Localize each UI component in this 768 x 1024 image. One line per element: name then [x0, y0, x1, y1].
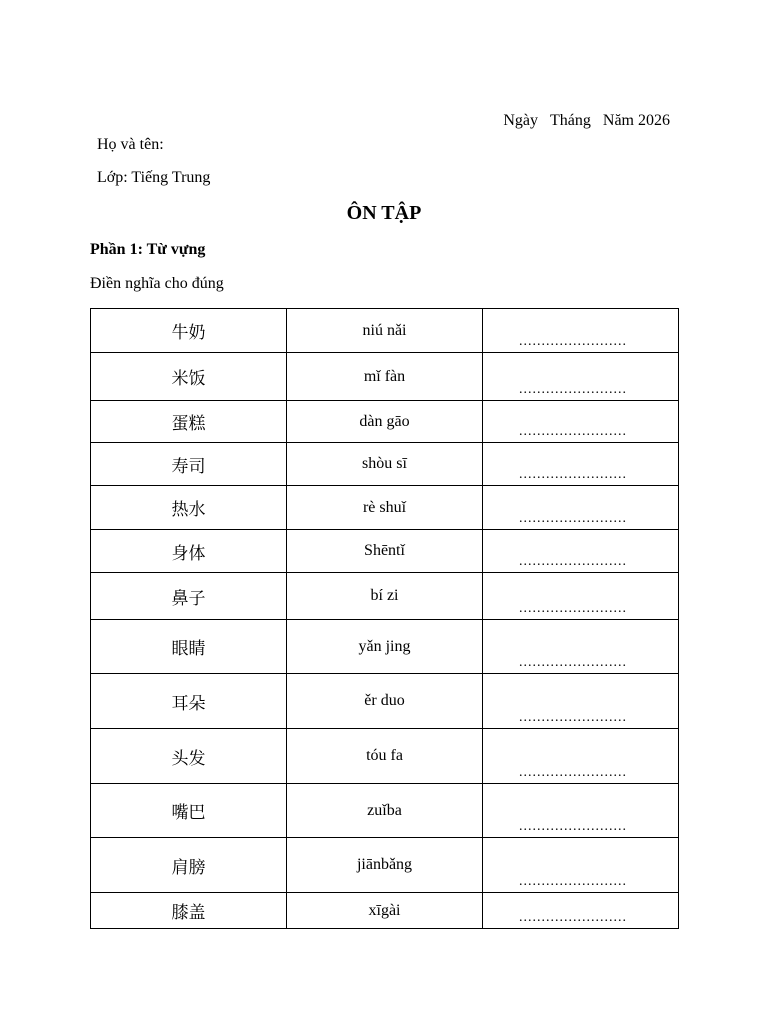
table-row — [91, 443, 679, 486]
pinyin-cell: shòu sī — [287, 443, 483, 486]
date-line — [503, 112, 670, 130]
pinyin-cell: tóu fa — [287, 729, 483, 784]
answer-blank[interactable]: ........................ — [483, 309, 679, 353]
pinyin-cell: dàn gāo — [287, 401, 483, 443]
table-row — [91, 893, 679, 929]
table-row — [91, 353, 679, 401]
table-row — [91, 838, 679, 893]
table-row — [91, 486, 679, 530]
year-label: Năm 2026 — [602, 112, 670, 129]
hanzi-cell: 牛奶 — [91, 309, 287, 353]
table-row — [91, 573, 679, 620]
answer-blank[interactable]: ........................ — [483, 486, 679, 530]
answer-blank[interactable]: ........................ — [483, 353, 679, 401]
vocab-table — [90, 308, 679, 929]
answer-blank[interactable]: ........................ — [483, 838, 679, 893]
pinyin-cell: xīgài — [287, 893, 483, 929]
hanzi-cell: 鼻子 — [91, 573, 287, 620]
hanzi-cell: 肩膀 — [91, 838, 287, 893]
hanzi-cell: 耳朵 — [91, 674, 287, 729]
table-row — [91, 401, 679, 443]
month-label: Tháng — [550, 112, 591, 129]
day-label: Ngày — [503, 112, 539, 129]
pinyin-cell: bí zi — [287, 573, 483, 620]
table-row — [91, 620, 679, 674]
hanzi-cell: 膝盖 — [91, 893, 287, 929]
table-row — [91, 674, 679, 729]
hanzi-cell: 嘴巴 — [91, 784, 287, 838]
answer-blank[interactable]: ........................ — [483, 674, 679, 729]
table-row — [91, 309, 679, 353]
pinyin-cell: ěr duo — [287, 674, 483, 729]
pinyin-cell: Shēntǐ — [287, 530, 483, 573]
page-title: ÔN TẬP — [346, 202, 422, 224]
table-row — [91, 530, 679, 573]
pinyin-cell: jiānbǎng — [287, 838, 483, 893]
answer-blank[interactable]: ........................ — [483, 784, 679, 838]
table-row — [91, 729, 679, 784]
hanzi-cell: 头发 — [91, 729, 287, 784]
answer-blank[interactable]: ........................ — [483, 729, 679, 784]
pinyin-cell: rè shuǐ — [287, 486, 483, 530]
answer-blank[interactable]: ........................ — [483, 443, 679, 486]
pinyin-cell: yǎn jing — [287, 620, 483, 674]
answer-blank[interactable]: ........................ — [483, 401, 679, 443]
answer-blank[interactable]: ........................ — [483, 530, 679, 573]
answer-blank[interactable]: ........................ — [483, 620, 679, 674]
hanzi-cell: 蛋糕 — [91, 401, 287, 443]
class-label: Lớp: Tiếng Trung — [97, 169, 211, 186]
pinyin-cell: mǐ fàn — [287, 353, 483, 401]
section-heading: Phần 1: Từ vựng — [90, 241, 206, 258]
answer-blank[interactable]: ........................ — [483, 893, 679, 929]
student-name-label: Họ và tên: — [97, 136, 164, 153]
answer-blank[interactable]: ........................ — [483, 573, 679, 620]
section-instruction: Điền nghĩa cho đúng — [90, 275, 224, 292]
pinyin-cell: zuǐba — [287, 784, 483, 838]
pinyin-cell: niú nǎi — [287, 309, 483, 353]
hanzi-cell: 眼睛 — [91, 620, 287, 674]
hanzi-cell: 寿司 — [91, 443, 287, 486]
hanzi-cell: 热水 — [91, 486, 287, 530]
table-row — [91, 784, 679, 838]
hanzi-cell: 身体 — [91, 530, 287, 573]
hanzi-cell: 米饭 — [91, 353, 287, 401]
